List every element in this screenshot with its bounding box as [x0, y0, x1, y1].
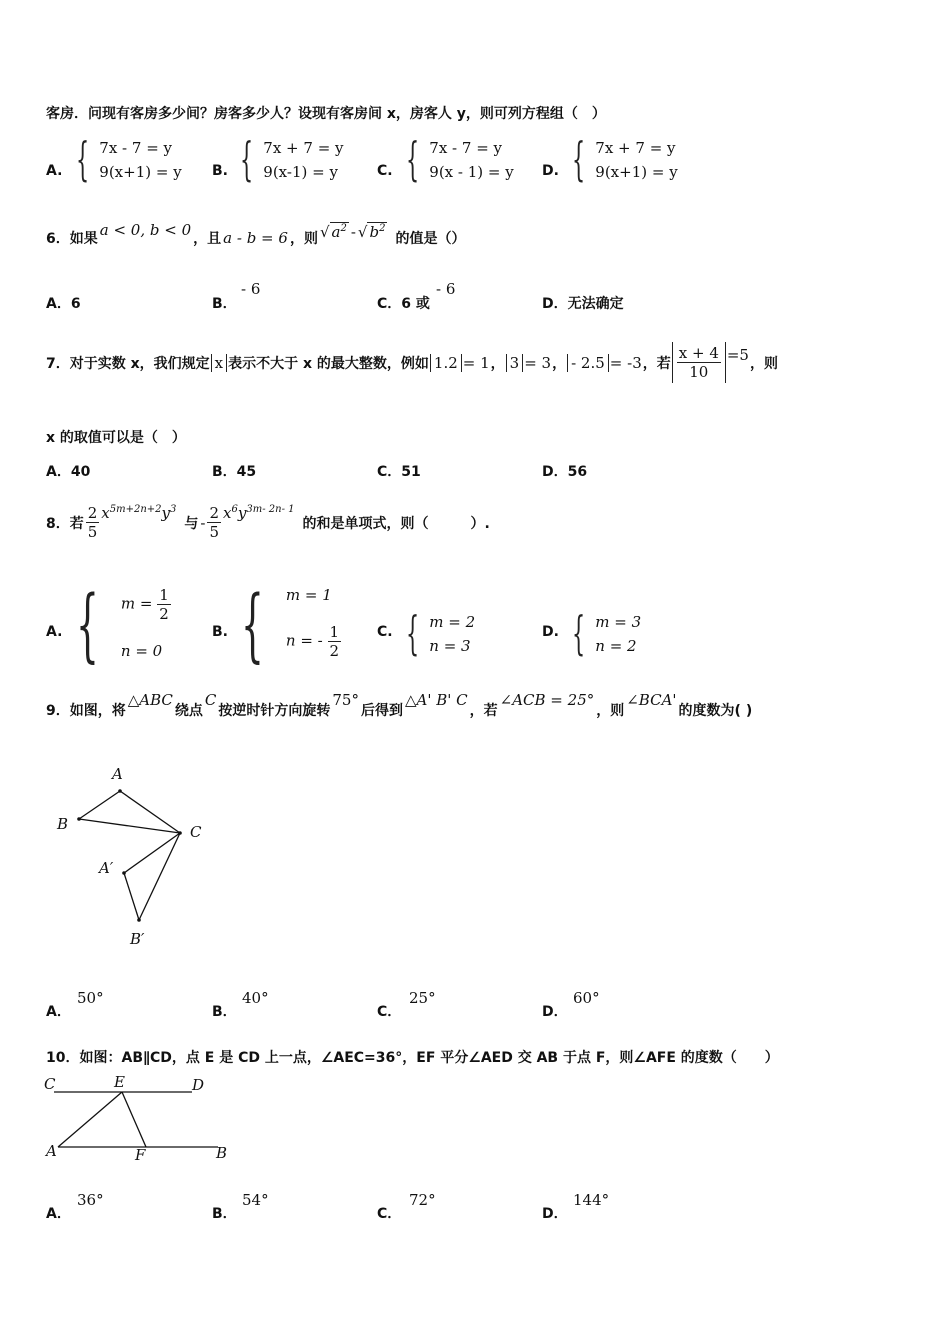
- q10-option-d-label: D．: [542, 1206, 568, 1222]
- q9-stem: 9．如图，将 △ABC 绕点 C 按逆时针方向旋转 75° 后得到 △A' B' C ，若 ∠ACB = 25° ，则 ∠BCA' 的度数为( ): [46, 691, 753, 719]
- q9-option-d-value: 60°: [573, 989, 600, 1007]
- q9-option-a-label: A．: [46, 1004, 71, 1020]
- q5-option-c-system: { 7x - 7 = y 9(x - 1) = y: [406, 132, 514, 186]
- q9-segment-b1c: [139, 833, 180, 920]
- q9-option-a-value: 50°: [77, 989, 104, 1007]
- q6-stem: 6．如果 a < 0, b < 0 ，且 a - b = 6 ，则 √ $a^2$ - √ $b^2$ 的值是（）: [46, 221, 466, 247]
- q5-option-a-label: A.: [46, 163, 63, 179]
- q8-option-a-system: { m = $\frac{1}{2}$ n = 0: [76, 578, 169, 671]
- q6-option-b-label: B．: [212, 296, 237, 312]
- q9-point-a: [118, 789, 122, 793]
- q7-option-d: D．56: [542, 464, 588, 480]
- q6-option-a: A．6: [46, 296, 81, 312]
- q6-option-c-value: - 6: [436, 280, 456, 298]
- q9-option-c-value: 25°: [409, 989, 436, 1007]
- q9-segment-ab: [79, 791, 120, 819]
- q5-stem: 客房．问现有客房多少间？房客多少人？设现有客房间 x，房客人 y，则可列方程组（ ）: [46, 106, 606, 122]
- q9-option-d-label: D．: [542, 1004, 568, 1020]
- q7-option-c: C．51: [377, 464, 421, 480]
- q9-option-b-label: B．: [212, 1004, 237, 1020]
- q9-segment-bc: [79, 819, 180, 833]
- q5-option-a-system: { 7x - 7 = y 9(x+1) = y: [76, 132, 182, 186]
- q10-segment-ef: [122, 1092, 146, 1147]
- q9-point-b1: [137, 918, 141, 922]
- q7-stem-line2: x 的取值可以是（ ）: [46, 430, 186, 446]
- q10-segment-ea: [58, 1092, 122, 1147]
- q9-option-b-value: 40°: [242, 989, 269, 1007]
- q10-figure: [40, 1072, 240, 1167]
- q8-option-b-label: B.: [212, 624, 228, 640]
- q8-option-c-label: C.: [377, 624, 393, 640]
- q9-label-c: C: [190, 823, 202, 841]
- q7-stem-line1: 7．对于实数 x，我们规定 x 表示不大于 x 的最大整数，例如 1.2 = 1 ， 3 = 3 ， - 2.5 = -3 ，若 $\frac{x + 4}{10}$ =5 ，则: [46, 344, 778, 381]
- q8-option-c-system: { m = 2 n = 3: [406, 606, 476, 660]
- q9-label-b1: B′: [130, 930, 145, 948]
- q8-option-d-system: { m = 3 n = 2: [572, 606, 642, 660]
- q9-option-c-label: C．: [377, 1004, 402, 1020]
- q5-option-d-label: D.: [542, 163, 559, 179]
- q5-option-c-label: C.: [377, 163, 393, 179]
- q10-label-f: F: [135, 1146, 146, 1164]
- q10-option-c-value: 72°: [409, 1191, 436, 1209]
- q8-stem: 8．若 $\frac{2}{5}$ $x^{5m+2n+2}y^3$ 与 - $\frac{2}{5}$ $x^6y^{3m- 2n- 1}$ 的和是单项式，则（ ）.: [46, 503, 490, 541]
- q10-option-d-value: 144°: [573, 1191, 610, 1209]
- q5-option-d-system: { 7x + 7 = y 9(x+1) = y: [572, 132, 678, 186]
- q10-label-d: D: [192, 1076, 205, 1094]
- q7-option-a: A．40: [46, 464, 91, 480]
- q6-option-b-value: - 6: [241, 280, 261, 298]
- q8-option-a-label: A.: [46, 624, 63, 640]
- q5-option-b-label: B.: [212, 163, 228, 179]
- q7-option-b: B．45: [212, 464, 257, 480]
- q9-point-b: [77, 817, 81, 821]
- q9-segment-a1b1: [124, 873, 139, 920]
- q10-option-b-value: 54°: [242, 1191, 269, 1209]
- q6-option-d: D．无法确定: [542, 296, 624, 312]
- q9-segment-ac: [120, 791, 180, 833]
- q10-option-a-label: A．: [46, 1206, 71, 1222]
- q10-label-b: B: [216, 1144, 228, 1162]
- q10-option-a-value: 36°: [77, 1191, 104, 1209]
- q10-label-a: A: [46, 1142, 57, 1160]
- q9-point-a1: [122, 871, 126, 875]
- q10-stem: 10．如图：AB∥CD，点 E 是 CD 上一点，∠AEC=36°，EF 平分∠AED 交 AB 于点 F，则∠AFE 的度数（ ）: [46, 1050, 779, 1066]
- q10-option-c-label: C．: [377, 1206, 402, 1222]
- q6-option-c-label: C．6 或: [377, 296, 430, 312]
- q9-segment-a1c: [124, 833, 180, 873]
- q5-option-b-system: { 7x + 7 = y 9(x-1) = y: [240, 132, 344, 186]
- q10-label-c: C: [44, 1075, 56, 1093]
- q9-label-b: B: [57, 815, 69, 833]
- q9-figure: [40, 755, 240, 955]
- q9-label-a: A: [112, 765, 123, 783]
- q9-label-a1: A′: [99, 859, 114, 877]
- q8-option-d-label: D.: [542, 624, 559, 640]
- q9-point-c: [178, 831, 182, 835]
- q10-label-e: E: [114, 1073, 125, 1091]
- q8-option-b-system: { m = 1 n = - $\frac{1}{2}$: [241, 578, 340, 671]
- q10-option-b-label: B．: [212, 1206, 237, 1222]
